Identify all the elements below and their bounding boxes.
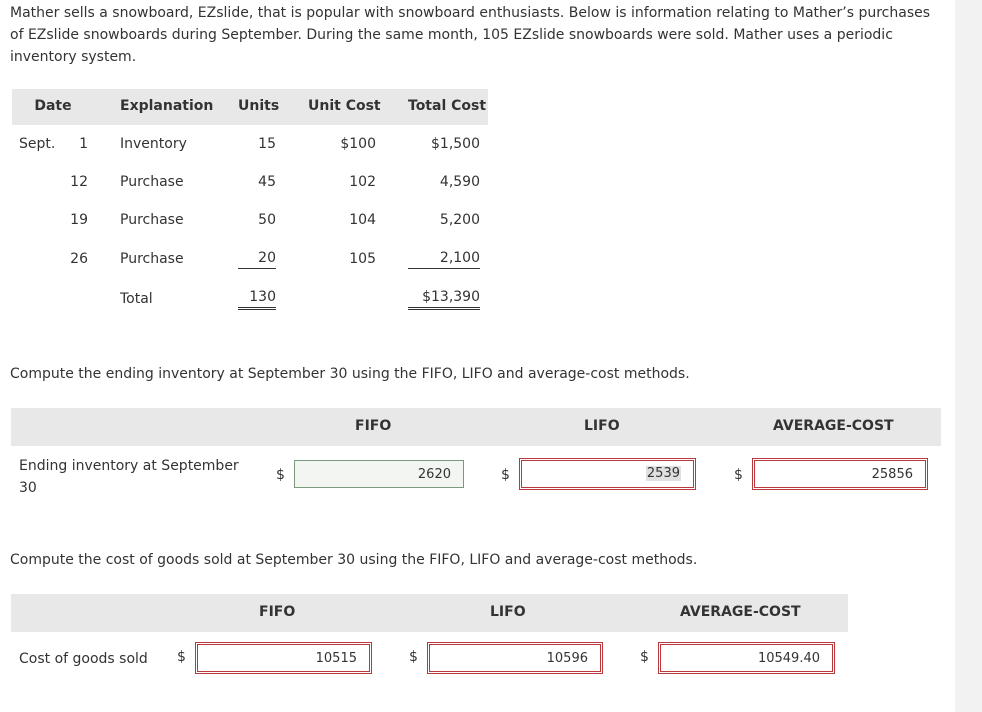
row-units: 45 [258, 174, 276, 190]
col-header-total-cost: Total Cost [408, 98, 487, 114]
total-label: Total [120, 291, 153, 307]
scrollbar-track[interactable] [955, 0, 982, 712]
row-total-cost: 2,100 [408, 250, 480, 269]
cogs-average-cost-input[interactable] [660, 644, 833, 672]
row-units: 15 [258, 136, 276, 152]
problem-intro: Mather sells a snowboard, EZslide, that is popular with snowboard enthusiasts. Below is information relating to Mather’s purchases of EZslide snowboards during September. During the same month, 105 EZslide snowboards were sold. Mather uses a periodic inventory system. [10, 5, 931, 65]
cogs-fifo-input[interactable] [197, 644, 370, 672]
col-header-unit-cost: Unit Cost [308, 98, 381, 114]
ei-lifo-value: 2539 [646, 466, 680, 481]
ei-lifo-input[interactable] [521, 460, 694, 488]
row-units: 50 [258, 212, 276, 228]
row-total-cost: 4,590 [439, 174, 480, 190]
row-month: Sept. [19, 136, 56, 152]
row-day: 1 [79, 136, 88, 152]
row-explanation: Purchase [120, 251, 184, 267]
cogs-col-average-cost: AVERAGE-COST [680, 604, 801, 620]
row-unit-cost: 102 [349, 174, 376, 190]
cogs-lifo-input[interactable] [429, 644, 601, 672]
row-unit-cost: $100 [340, 136, 376, 152]
row-units: 20 [238, 250, 276, 269]
row-explanation: Purchase [120, 212, 184, 228]
cogs-col-fifo: FIFO [259, 604, 296, 620]
row-unit-cost: 105 [349, 251, 376, 267]
currency-symbol: $ [409, 649, 418, 665]
currency-symbol: $ [734, 467, 743, 483]
row-total-cost: $1,500 [431, 136, 480, 152]
row-total-cost: 5,200 [439, 212, 480, 228]
ei-fifo-input[interactable] [294, 460, 464, 488]
col-header-units: Units [238, 98, 280, 114]
currency-symbol: $ [640, 649, 649, 665]
ending-inventory-prompt: Compute the ending inventory at September 30 using the FIFO, LIFO and average-cost methods. [10, 366, 690, 382]
row-day: 26 [70, 251, 88, 267]
currency-symbol: $ [276, 467, 285, 483]
cogs-col-lifo: LIFO [490, 604, 526, 620]
ei-col-lifo: LIFO [584, 418, 620, 434]
cogs-label: Cost of goods sold [19, 651, 148, 667]
ei-col-average-cost: AVERAGE-COST [773, 418, 894, 434]
row-explanation: Inventory [120, 136, 187, 152]
cogs-prompt: Compute the cost of goods sold at September 30 using the FIFO, LIFO and average-cost methods. [10, 552, 698, 568]
row-day: 19 [70, 212, 88, 228]
col-header-date: Date [34, 98, 72, 114]
ending-inventory-label: Ending inventory at September 30 [19, 458, 239, 496]
total-units: 130 [238, 289, 276, 310]
currency-symbol: $ [177, 649, 186, 665]
row-day: 12 [70, 174, 88, 190]
currency-symbol: $ [501, 467, 510, 483]
total-cost: $13,390 [408, 289, 480, 310]
col-header-explanation: Explanation [120, 98, 214, 114]
ei-col-fifo: FIFO [355, 418, 392, 434]
ei-average-cost-input[interactable] [754, 460, 926, 488]
row-explanation: Purchase [120, 174, 184, 190]
row-unit-cost: 104 [349, 212, 376, 228]
